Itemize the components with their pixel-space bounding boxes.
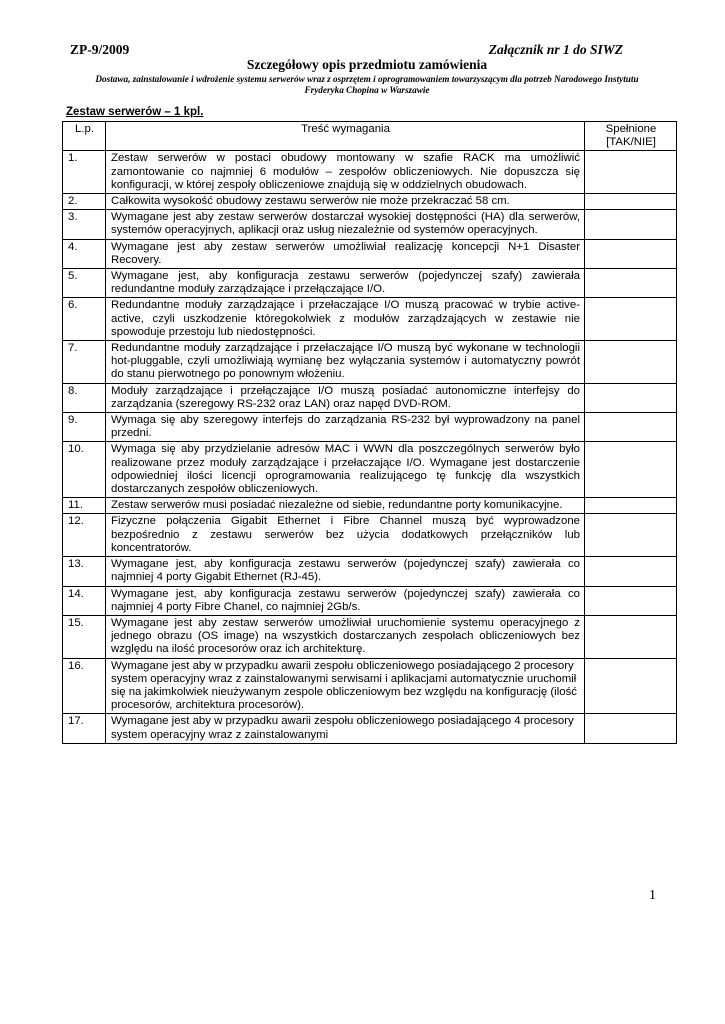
requirements-table	[62, 121, 677, 744]
fulfilled-cell[interactable]	[585, 615, 677, 658]
requirement-text: Zestaw serwerów musi posiadać niezależne od siebie, redundantne porty komunikacyjne.	[106, 498, 585, 514]
document-id: ZP-9/2009	[70, 42, 130, 57]
row-number: 2.	[63, 194, 106, 210]
table-body	[63, 151, 677, 743]
table-row	[63, 557, 677, 586]
row-number: 7.	[63, 341, 106, 384]
table-row	[63, 298, 677, 341]
table-row	[63, 658, 677, 714]
table-row	[63, 498, 677, 514]
table-row	[63, 151, 677, 194]
table-row	[63, 341, 677, 384]
table-row	[63, 514, 677, 557]
requirement-text: Całkowita wysokość obudowy zestawu serwerów nie może przekraczać 58 cm.	[106, 194, 585, 210]
requirement-text: Redundantne moduły zarządzające i przełaczające I/O muszą być wykonane w technologii hot-pluggable, czyli umożliwiają wymianę bez wyłączania systemów i automatyczny powrót do stanu pierwotnego po ponownym włożeniu.	[106, 341, 585, 384]
row-number: 3.	[63, 210, 106, 239]
fulfilled-cell[interactable]	[585, 210, 677, 239]
fulfilled-cell[interactable]	[585, 557, 677, 586]
subtitle-line-1: Dostawa, zainstalowanie i wdrożenie systemu serwerów wraz z osprzętem i oprogramowaniem towarzyszącym dla potrzeb Narodowego Instytutu	[95, 74, 639, 84]
row-number: 8.	[63, 383, 106, 412]
table-header-row	[63, 122, 677, 151]
fulfilled-cell[interactable]	[585, 658, 677, 714]
requirement-text: Wymaga się aby przydzielanie adresów MAC i WWN dla poszczególnych serwerów było realizowane przez moduły zarządzające i przełaczające I/O. Wymagane jest dostarczenie odpowiedniej ilości licencji oprogramowania realizującego tę funkcję dla wszystkich dostarczanych zespołów obliczeniowych.	[106, 442, 585, 498]
fulfilled-cell[interactable]	[585, 498, 677, 514]
fulfilled-cell[interactable]	[585, 194, 677, 210]
row-number: 13.	[63, 557, 106, 586]
requirement-text: Fizyczne połączenia Gigabit Ethernet i Fibre Channel muszą być wyprowadzone bezpośrednio z zestawu serwerów bez użycia dodatkowych przełączników lub koncentratorów.	[106, 514, 585, 557]
fulfilled-cell[interactable]	[585, 586, 677, 615]
row-number: 14.	[63, 586, 106, 615]
requirement-text: Wymagane jest aby zestaw serwerów dostarczał wysokiej dostępności (HA) dla serwerów, systemów operacyjnych, aplikacji oraz usług niezależnie od systemów operacyjnych.	[106, 210, 585, 239]
row-number: 1.	[63, 151, 106, 194]
requirement-text: Wymagane jest, aby konfiguracja zestawu serwerów (pojedynczej szafy) zawierała redundantne moduły zarządzające i przełączające I/O.	[106, 269, 585, 298]
requirement-text: Zestaw serwerów w postaci obudowy montowany w szafie RACK ma umożliwić zamontowanie co najmniej 6 modułów – zespołów obliczeniowych. Nie dopuszcza się konfiguracji, w której zespoły obliczeniowe znajdują się w oddzielnych obudowach.	[106, 151, 585, 194]
fulfilled-cell[interactable]	[585, 341, 677, 384]
page-number: 1	[649, 888, 656, 903]
header-lp: L.p.	[63, 122, 106, 151]
fulfilled-cell[interactable]	[585, 269, 677, 298]
fulfilled-cell[interactable]	[585, 442, 677, 498]
document-subtitle	[62, 74, 672, 96]
requirement-text: Wymagane jest, aby konfiguracja zestawu serwerów (pojedynczej szafy) zawierała co najmniej 4 porty Gigabit Ethernet (RJ-45).	[106, 557, 585, 586]
fulfilled-cell[interactable]	[585, 413, 677, 442]
table-row	[63, 615, 677, 658]
table-row	[63, 383, 677, 412]
row-number: 17.	[63, 714, 106, 743]
row-number: 15.	[63, 615, 106, 658]
fulfilled-cell[interactable]	[585, 239, 677, 268]
requirement-text: Wymagane jest, aby konfiguracja zestawu serwerów (pojedynczej szafy) zawierała co najmniej 4 porty Fibre Chanel, co najmniej 2Gb/s.	[106, 586, 585, 615]
requirement-text: Wymagane jest aby w przypadku awarii zespołu obliczeniowego posiadającego 2 procesory system operacyjny wraz z zainstalowanymi serwisami i aplikacjami automatycznie uruchomił się na jakimkolwiek nieużywanym zespole obliczeniowym bez względu na konfigurację (ilość procesorów, architektura procesorów).	[106, 658, 585, 714]
requirement-text: Moduły zarządzające i przełączające I/O muszą posiadać autonomiczne interfejsy do zarządzania (szeregowy RS-232 oraz LAN) oraz napęd DVD-ROM.	[106, 383, 585, 412]
fulfilled-cell[interactable]	[585, 514, 677, 557]
fulfilled-cell[interactable]	[585, 151, 677, 194]
table-row	[63, 586, 677, 615]
section-title: Zestaw serwerów – 1 kpl.	[66, 106, 204, 118]
subtitle-line-2: Fryderyka Chopina w Warszawie	[304, 85, 430, 95]
fulfilled-cell[interactable]	[585, 383, 677, 412]
requirement-text: Wymagane jest aby w przypadku awarii zespołu obliczeniowego posiadającego 4 procesory system operacyjny wraz z zainstalowanymi	[106, 714, 585, 743]
row-number: 16.	[63, 658, 106, 714]
table-row	[63, 442, 677, 498]
requirement-text: Redundantne moduły zarządzające i przełaczające I/O muszą pracować w trybie active-active, czyli uszkodzenie któregokolwiek z modułów zarządzających w zestawie nie spowoduje przestoju lub niedostępności.	[106, 298, 585, 341]
header-content: Treść wymagania	[106, 122, 585, 151]
row-number: 9.	[63, 413, 106, 442]
requirement-text: Wymagane jest aby zestaw serwerów umożliwiał realizację koncepcji N+1 Disaster Recovery.	[106, 239, 585, 268]
table-row	[63, 194, 677, 210]
table-row	[63, 210, 677, 239]
table-row	[63, 239, 677, 268]
fulfilled-cell[interactable]	[585, 714, 677, 743]
row-number: 6.	[63, 298, 106, 341]
row-number: 4.	[63, 239, 106, 268]
document-title: Szczegółowy opis przedmiotu zamówienia	[246, 57, 488, 72]
row-number: 5.	[63, 269, 106, 298]
row-number: 11.	[63, 498, 106, 514]
requirement-text: Wymagane jest aby zestaw serwerów umożliwiał uruchomienie systemu operacyjnego z jednego obrazu (OS image) na wszystkich dostarczanych zespołach obliczeniowych bez względu na ilość procesorów oraz ich architekturę.	[106, 615, 585, 658]
row-number: 12.	[63, 514, 106, 557]
fulfilled-cell[interactable]	[585, 298, 677, 341]
table-row	[63, 269, 677, 298]
row-number: 10.	[63, 442, 106, 498]
table-row	[63, 413, 677, 442]
header-status: Spełnione [TAK/NIE]	[585, 122, 677, 151]
requirement-text: Wymaga się aby szeregowy interfejs do zarządzania RS-232 był wyprowadzony na panel przedni.	[106, 413, 585, 442]
attachment-label: Załącznik nr 1 do SIWZ	[488, 42, 623, 57]
table-row	[63, 714, 677, 743]
